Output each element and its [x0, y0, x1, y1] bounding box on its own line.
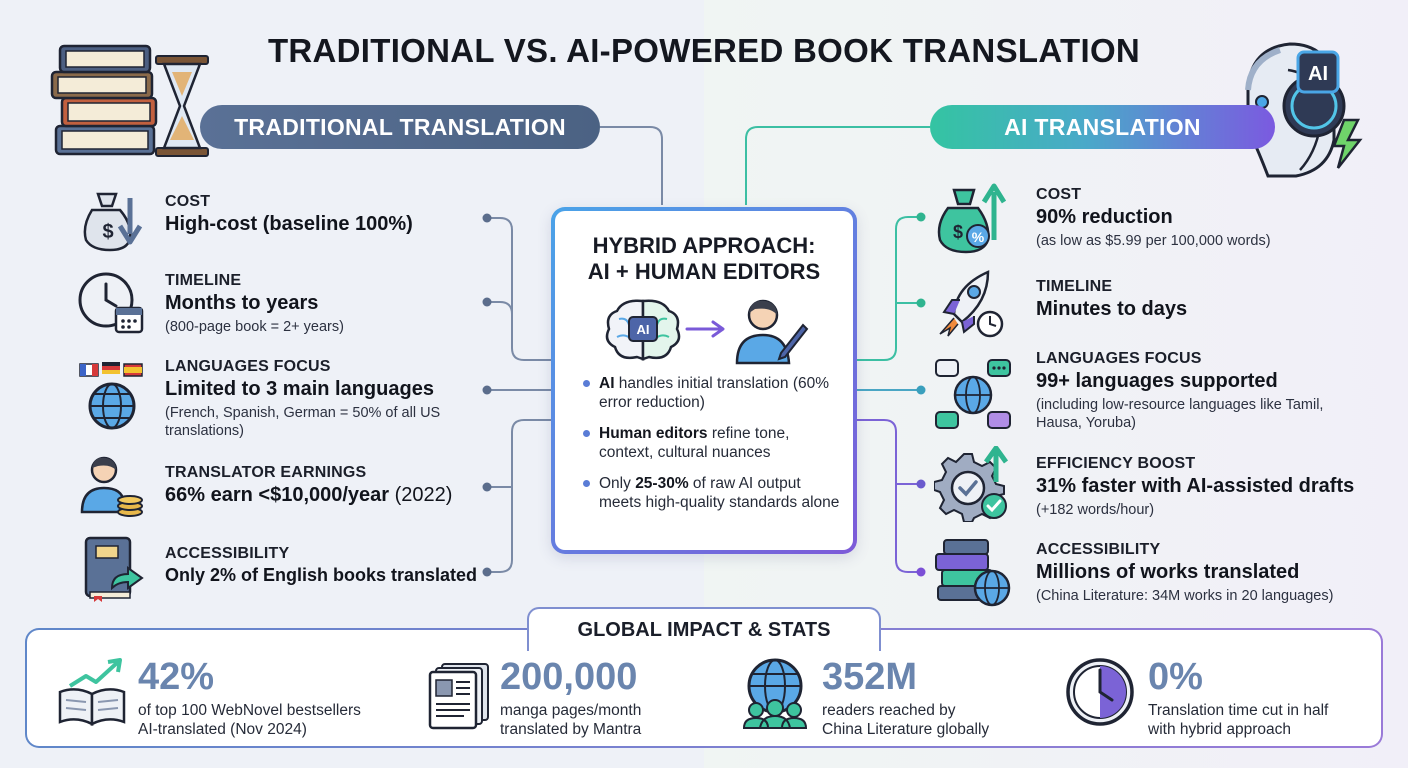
connector-banner-left [600, 127, 662, 205]
stat-caption: manga pages/month translated by Mantra [500, 702, 642, 738]
item-label: TIMELINE [1036, 278, 1113, 295]
hybrid-bullet: Only 25-30% of raw AI output meets high-quality standards alone [583, 475, 845, 513]
arrow-right-icon [685, 319, 729, 339]
stat-hybrid-time [1148, 658, 1373, 740]
svg-text:$: $ [102, 221, 114, 243]
connector-access-right [857, 420, 921, 572]
item-sub: (French, Spanish, German = 50% of all US translations) [165, 405, 441, 440]
gear-check-up-icon [934, 446, 1010, 522]
stat-value: 0% [1148, 656, 1203, 698]
money-bag-down-icon [78, 186, 144, 252]
item-label: ACCESSIBILITY [165, 545, 290, 562]
item-value: Limited to 3 main languages [165, 378, 434, 400]
ai-cost [1036, 186, 1396, 250]
robot-chip-label: AI [1308, 63, 1328, 85]
item-sub: (as low as $5.99 per 100,000 words) [1036, 233, 1271, 249]
item-label: ACCESSIBILITY [1036, 541, 1161, 558]
translator-coins-icon [78, 452, 144, 518]
item-value: 90% reduction [1036, 206, 1173, 228]
stat-mantra [500, 658, 740, 740]
traditional-cost [165, 193, 525, 236]
item-value: Only 2% of English books translated [165, 565, 478, 585]
hybrid-approach-card [551, 207, 857, 554]
item-value: Minutes to days [1036, 298, 1188, 320]
stat-caption: of top 100 WebNovel bestsellers AI-translated (Nov 2024) [138, 702, 361, 738]
item-label: COST [165, 193, 211, 210]
manga-pages-icon [428, 660, 494, 730]
item-label: TIMELINE [165, 272, 242, 289]
item-label: TRANSLATOR EARNINGS [165, 464, 367, 481]
hybrid-bullet: AI handles initial translation (60% error reduction) [583, 375, 845, 413]
traditional-banner: TRADITIONAL TRANSLATION [200, 105, 600, 149]
svg-text:%: % [971, 229, 985, 245]
item-sub: (+182 words/hour) [1036, 502, 1155, 518]
books-globe-icon [934, 536, 1012, 608]
hybrid-bullet: Human editors refine tone, context, cultural nuances [583, 425, 845, 463]
traditional-accessibility [165, 545, 525, 586]
rocket-stopwatch-icon [934, 268, 1006, 340]
item-sub: (including low-resource languages like Tamil, Hausa, Yoruba) [1036, 397, 1324, 432]
page-title: TRADITIONAL VS. AI-POWERED BOOK TRANSLATION [267, 32, 1141, 69]
svg-text:$: $ [952, 222, 964, 242]
stat-value: 352M [822, 656, 918, 698]
stat-caption: Translation time cut in half with hybrid approach [1148, 702, 1329, 738]
ai-efficiency [1036, 455, 1396, 519]
item-label: EFFICIENCY BOOST [1036, 455, 1196, 472]
open-book-trend-icon [56, 656, 130, 730]
human-editor-icon [731, 295, 809, 365]
stat-value: 200,000 [500, 656, 638, 698]
hybrid-chip-label: AI [636, 322, 650, 337]
money-bag-percent-icon [934, 182, 1006, 254]
item-value: 66% earn <$10,000/year (2022) [165, 484, 453, 506]
stat-value: 42% [138, 656, 215, 698]
item-value: Months to years [165, 292, 319, 314]
ai-timeline [1036, 278, 1396, 321]
item-value: High-cost (baseline 100%) [165, 213, 413, 235]
ai-brain-icon [603, 297, 683, 363]
globe-readers-icon [738, 656, 812, 730]
ai-banner: AI TRANSLATION [930, 105, 1275, 149]
ai-languages [1036, 350, 1336, 432]
item-sub: (800-page book = 2+ years) [165, 319, 344, 335]
globe-speech-bubbles-icon [934, 356, 1012, 434]
clock-half-icon [1064, 656, 1136, 728]
global-impact-title: GLOBAL IMPACT & STATS [577, 619, 831, 641]
connector-banner-right [746, 127, 930, 205]
hybrid-bullets [583, 375, 845, 524]
books-hourglass-icon [48, 36, 213, 166]
hybrid-title: HYBRID APPROACH: AI + HUMAN EDITORS [587, 233, 821, 285]
stat-caption: readers reached by China Literature globally [822, 702, 990, 738]
connector-cost-right [857, 217, 921, 360]
traditional-languages [165, 358, 485, 440]
item-label: LANGUAGES FOCUS [1036, 350, 1202, 367]
item-value: 31% faster with AI-assisted drafts [1036, 475, 1355, 497]
clock-calendar-icon [78, 270, 144, 336]
stat-china-literature [822, 658, 1052, 740]
item-sub: (China Literature: 34M works in 20 languages) [1036, 588, 1334, 604]
traditional-timeline [165, 272, 525, 336]
book-export-icon [80, 536, 146, 602]
item-value: 99+ languages supported [1036, 370, 1278, 392]
item-value: Millions of works translated [1036, 561, 1300, 583]
globe-flags-icon [78, 360, 150, 432]
item-label: COST [1036, 186, 1082, 203]
stat-webnovel [138, 658, 398, 740]
traditional-earnings [165, 464, 525, 507]
item-label: LANGUAGES FOCUS [165, 358, 331, 375]
ai-accessibility [1036, 541, 1396, 605]
